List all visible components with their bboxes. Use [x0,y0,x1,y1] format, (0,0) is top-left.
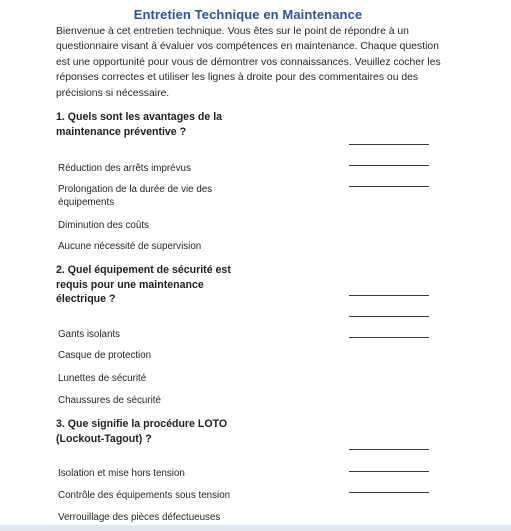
question-2-option[interactable]: Casque de protection [58,350,152,361]
question-2-option[interactable]: Gants isolants [58,329,121,340]
intro-paragraph: Bienvenue à cet entretien technique. Vous êtes sur le point de répondre à un questionnaire visant à évaluer vos compétences en maintenance. Chaque question est une opportunité pour vous de démontrer vos connaissances. Veuillez cocher les réponses correctes et utiliser les lignes à droite pour des commentaires ou des précisions si nécessaire. [56,26,441,99]
question-3-option[interactable]: Verrouillage des pièces défectueuses [58,512,221,523]
comment-line[interactable] [349,186,429,187]
comment-line[interactable] [349,337,429,338]
comment-line[interactable] [349,449,429,450]
page-bottom-band [0,525,511,531]
question-1-option[interactable]: Prolongation de la durée de vie des équipements [58,184,213,209]
question-2-option[interactable]: Chaussures de sécurité [58,395,161,406]
question-3-option[interactable]: Contrôle des équipements sous tension [58,490,231,501]
question-1-text: 1. Quels sont les avantages de la maintenance préventive ? [56,111,223,138]
question-2-option[interactable]: Lunettes de sécurité [58,373,147,384]
comment-line[interactable] [349,316,429,317]
question-3-text: 3. Que signifie la procédure LOTO (Lockout-Tagout) ? [56,418,228,445]
document-title: Entretien Technique en Maintenance [133,7,363,22]
comment-line[interactable] [349,471,429,472]
question-1-option[interactable]: Diminution des coûts [58,220,149,231]
question-3-option[interactable]: Isolation et mise hors tension [58,468,185,479]
question-1-option[interactable]: Aucune nécessité de supervision [58,241,202,252]
comment-line[interactable] [349,144,429,145]
comment-line[interactable] [349,492,429,493]
question-2-text: 2. Quel équipement de sécurité est requis pour une maintenance électrique ? [56,264,231,305]
comment-line[interactable] [349,295,429,296]
question-1-option[interactable]: Réduction des arrêts imprévus [58,163,191,174]
comment-line[interactable] [349,165,429,166]
